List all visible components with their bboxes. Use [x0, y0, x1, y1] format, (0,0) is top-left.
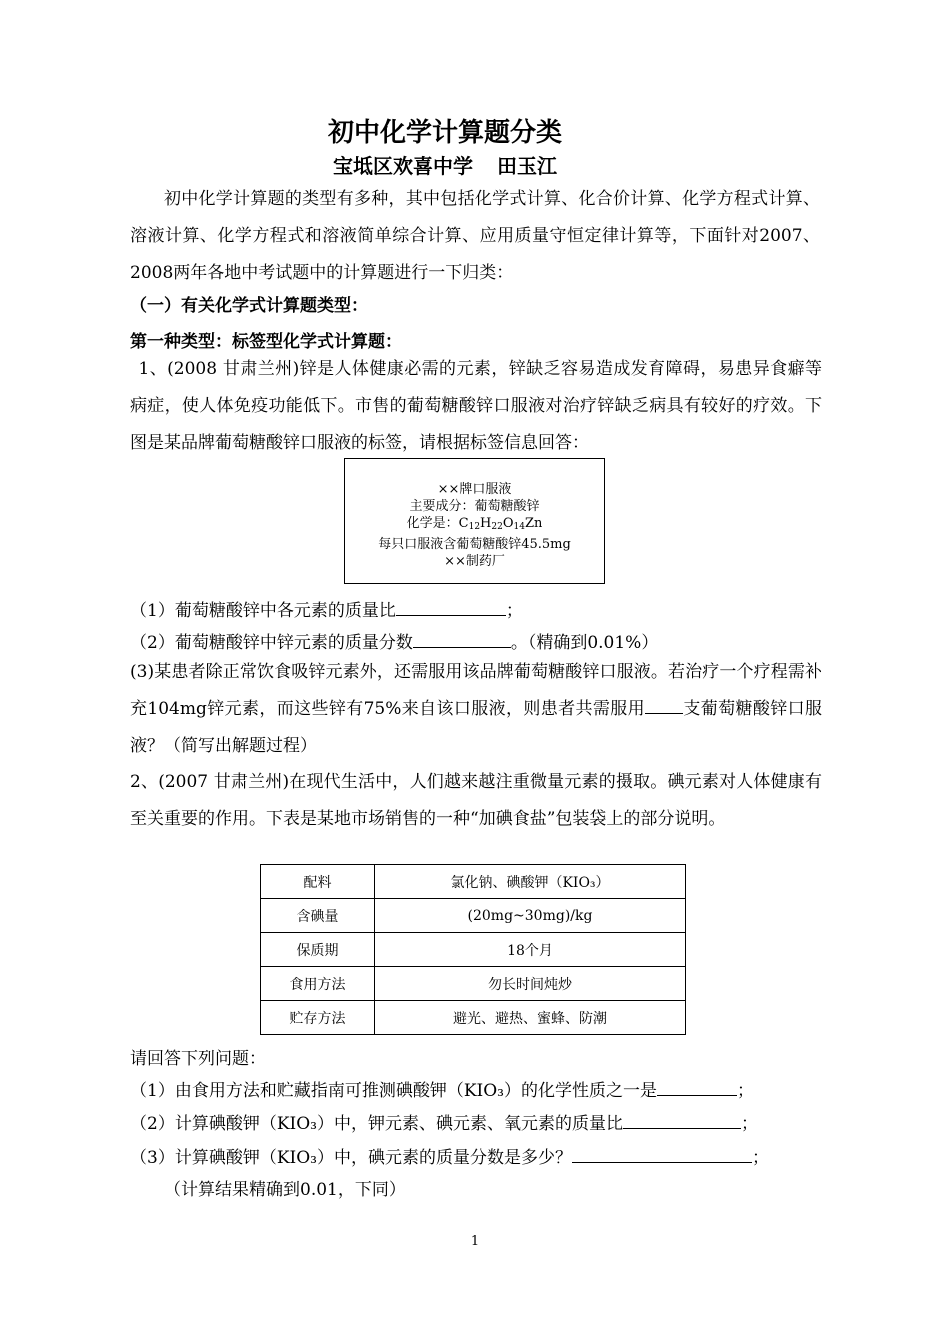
author-name: 田玉江	[497, 154, 557, 178]
table-row: 保质期 18个月	[261, 933, 686, 967]
table-row: 含碘量 (20mg~30mg)/kg	[261, 899, 686, 933]
question-2-part-1: （1）由食用方法和贮藏指南可推测碘酸钾（KIO₃）的化学性质之一是 ；	[130, 1076, 754, 1101]
table-row: 贮存方法 避光、避热、蜜蜂、防潮	[261, 1001, 686, 1035]
page-number: 1	[470, 1234, 480, 1249]
question-2-text: 2、(2007 甘肃兰州)在现代生活中，人们越来越注重微量元素的摄取。碘元素对人体健康有至关重要的作用。下表是某地市场销售的一种“加碘食盐”包装袋上的部分说明。	[130, 772, 822, 829]
product-label	[344, 458, 605, 584]
intro-paragraph: 初中化学计算题的类型有多种，其中包括化学式计算、化合价计算、化学方程式计算、溶液计算、化学方程式和溶液简单综合计算、应用质量守恒定律计算等，下面针对2007、2008两年各地中考试题中的计算题进行一下归类：	[130, 189, 820, 283]
label-formula: 化学是：$C_{12}H_{22}O_{14}Zn$	[406, 516, 543, 532]
salt-info-table	[260, 864, 686, 1035]
document-title: 初中化学计算题分类	[327, 118, 562, 148]
question-2-prompt: 请回答下列问题：	[130, 1049, 266, 1069]
type-heading: 第一种类型：标签型化学式计算题：	[130, 332, 402, 352]
label-ingredient: 主要成分：葡萄糖酸锌	[409, 499, 540, 514]
question-1-part-2: （2）葡萄糖酸锌中锌元素的质量分数 。（精确到0.01%）	[130, 628, 658, 653]
answer-blank[interactable]	[657, 1078, 737, 1096]
question-2-part-2: （2）计算碘酸钾（KIO₃）中，钾元素、碘元素、氧元素的质量比 ；	[130, 1109, 758, 1134]
table-row: 配料 氯化钠、碘酸钾（KIO₃）	[261, 865, 686, 899]
label-maker: ××制药厂	[444, 554, 505, 569]
question-1-part-1: （1）葡萄糖酸锌中各元素的质量比 ；	[130, 596, 523, 621]
table-row: 食用方法 勿长时间炖炒	[261, 967, 686, 1001]
answer-blank[interactable]	[413, 630, 511, 648]
school-name: 宝坻区欢喜中学	[333, 154, 473, 178]
answer-blank[interactable]	[396, 598, 506, 616]
answer-blank[interactable]	[572, 1145, 752, 1163]
answer-blank[interactable]	[623, 1111, 741, 1129]
author-line	[0, 150, 890, 179]
label-brand: ××牌口服液	[437, 482, 512, 497]
label-content: 每只口服液含葡萄糖酸锌45.5mg	[378, 537, 571, 552]
question-2-note: （计算结果精确到0.01，下同）	[164, 1180, 406, 1200]
answer-blank[interactable]	[645, 696, 683, 714]
question-1-part-3: (3)某患者除正常饮食吸锌元素外，还需服用该品牌葡萄糖酸锌口服液。若治疗一个疗程需补充104mg锌元素，而这些锌有75%来自该口服液，则患者共需服用 支葡萄糖酸锌口服液？（简写出解题过程）	[130, 662, 823, 756]
section-heading: （一）有关化学式计算题类型：	[130, 296, 368, 316]
question-1-text: 1、(2008 甘肃兰州)锌是人体健康必需的元素，锌缺乏容易造成发育障碍，易患异食癖等病症，使人体免疫功能低下。市售的葡萄糖酸锌口服液对治疗锌缺乏病具有较好的疗效。下图是某品牌葡萄糖酸锌口服液的标签，请根据标签信息回答：	[130, 359, 822, 453]
question-2-part-3: （3）计算碘酸钾（KIO₃）中，碘元素的质量分数是多少？ ；	[130, 1143, 769, 1168]
